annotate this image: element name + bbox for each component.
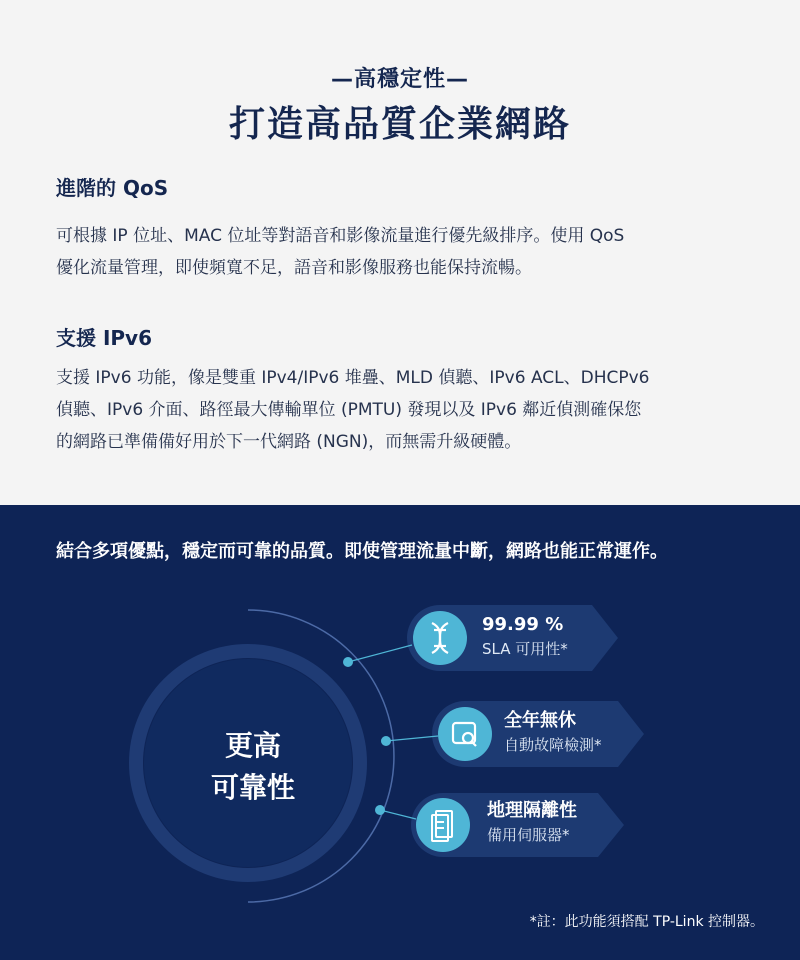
ipv6-line: 偵聽、IPv6 介面、路徑最大傳輸單位 (PMTU) 發現以及 IPv6 鄰近偵測確保您 — [56, 400, 642, 420]
reliability-center-label — [178, 725, 328, 809]
reliability-diagram — [0, 505, 800, 960]
ipv6-line: 支援 IPv6 功能，像是雙重 IPv4/IPv6 堆疊、MLD 偵聽、IPv6 ACL、DHCPv6 — [56, 368, 650, 388]
card-sla-text — [482, 613, 568, 661]
connector-line — [386, 736, 438, 741]
qos-description — [56, 220, 746, 284]
qos-line: 可根據 IP 位址、MAC 位址等對語音和影像流量進行優先級排序。使用 QoS — [56, 226, 625, 246]
section-eyebrow: —高穩定性— — [330, 67, 469, 92]
connector-dot — [381, 736, 391, 746]
card-monitoring-title: 全年無休 — [504, 710, 576, 731]
card-geo-icon-circle — [416, 798, 470, 852]
card-geo-title: 地理隔離性 — [487, 800, 577, 821]
card-monitoring-label: 自動故障檢測* — [504, 736, 602, 754]
card-monitoring-text — [504, 709, 602, 757]
ipv6-description — [56, 362, 746, 458]
qos-line: 優化流量管理，即使頻寬不足，語音和影像服務也能保持流暢。 — [56, 258, 532, 278]
page-title: 打造高品質企業網路 — [228, 104, 571, 145]
card-sla-value: 99.99 % — [482, 614, 564, 635]
reliability-intro: 結合多項優點，穩定而可靠的品質。即使管理流量中斷，網路也能正常運作。 — [56, 541, 668, 562]
connector-line — [380, 810, 416, 819]
card-geo-text — [487, 799, 577, 847]
card-sla — [343, 605, 618, 671]
card-geo-label: 備用伺服器* — [487, 826, 570, 844]
qos-title: 進階的 QoS — [56, 176, 169, 200]
reliability-panel — [0, 505, 800, 960]
card-sla-label: SLA 可用性* — [482, 640, 568, 658]
connector-line — [348, 645, 412, 662]
footnote: *註：此功能須搭配 TP-Link 控制器。 — [529, 914, 764, 930]
center-line-1: 更高 — [224, 729, 281, 762]
center-line-2: 可靠性 — [210, 771, 295, 804]
connector-dot — [343, 657, 353, 667]
ipv6-title: 支援 IPv6 — [56, 326, 153, 350]
connector-dot — [375, 805, 385, 815]
ipv6-line: 的網路已準備備好用於下一代網路 (NGN)，而無需升級硬體。 — [56, 432, 522, 452]
